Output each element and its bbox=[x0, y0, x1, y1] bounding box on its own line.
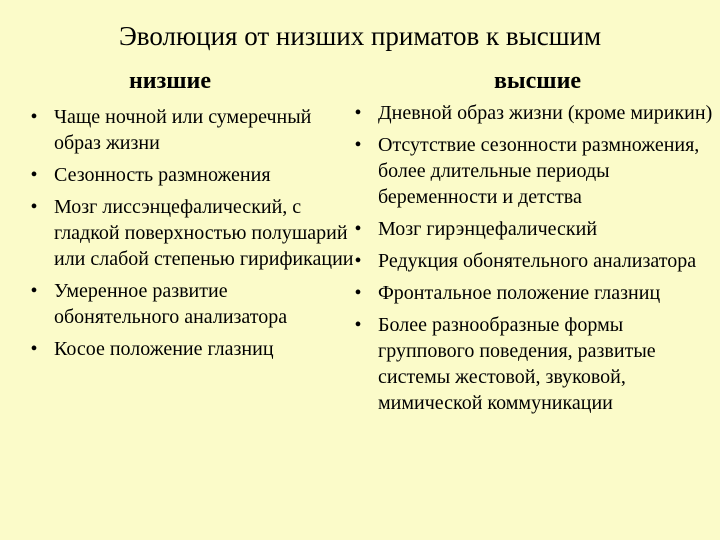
slide-title: Эволюция от низших приматов к высшим bbox=[118, 21, 602, 51]
bullet-icon: • bbox=[354, 102, 362, 124]
list-item bbox=[348, 312, 716, 416]
list-item bbox=[348, 248, 716, 274]
list-item-text: Более разнообразные формы группового поведения, развитые системы жестовой, звуковой, мимической коммуникации bbox=[378, 314, 656, 414]
list-item-text: Отсутствие сезонности размножения, более длительные периоды беременности и детства bbox=[378, 134, 700, 208]
list-item-text: Мозг гирэнцефалический bbox=[378, 218, 598, 240]
bullet-icon: • bbox=[354, 282, 362, 304]
left-column-list bbox=[24, 104, 354, 368]
list-item-text: Мозг лиссэнцефалический, с гладкой поверхностью полушарий или слабой степенью гирификации bbox=[54, 196, 354, 270]
bullet-icon: • bbox=[30, 106, 38, 128]
list-item bbox=[24, 336, 354, 362]
list-item-text: Фронтальное положение глазниц bbox=[378, 282, 661, 304]
right-column-list bbox=[348, 100, 716, 422]
list-item-text: Дневной образ жизни (кроме мирикин) bbox=[378, 102, 713, 124]
bullet-icon: • bbox=[30, 280, 38, 302]
list-item bbox=[348, 100, 716, 126]
list-item bbox=[348, 132, 716, 210]
list-item-text: Косое положение глазниц bbox=[54, 338, 274, 360]
bullet-icon: • bbox=[30, 196, 38, 218]
list-item-text: Редукция обонятельного анализатора bbox=[378, 250, 697, 272]
list-item-text: Сезонность размножения bbox=[54, 164, 271, 186]
bullet-icon: • bbox=[354, 218, 362, 240]
bullet-icon: • bbox=[354, 314, 362, 336]
list-item bbox=[348, 216, 716, 242]
list-item bbox=[24, 162, 354, 188]
list-item bbox=[348, 280, 716, 306]
list-item-text: Умеренное развитие обонятельного анализатора bbox=[54, 280, 288, 328]
bullet-icon: • bbox=[30, 164, 38, 186]
right-column-heading: высшие bbox=[493, 68, 582, 94]
bullet-icon: • bbox=[354, 250, 362, 272]
list-item bbox=[24, 194, 354, 272]
bullet-icon: • bbox=[354, 134, 362, 156]
left-column-heading: низшие bbox=[128, 68, 212, 94]
list-item-text: Чаще ночной или сумеречный образ жизни bbox=[54, 106, 312, 154]
bullet-icon: • bbox=[30, 338, 38, 360]
list-item bbox=[24, 278, 354, 330]
list-item bbox=[24, 104, 354, 156]
